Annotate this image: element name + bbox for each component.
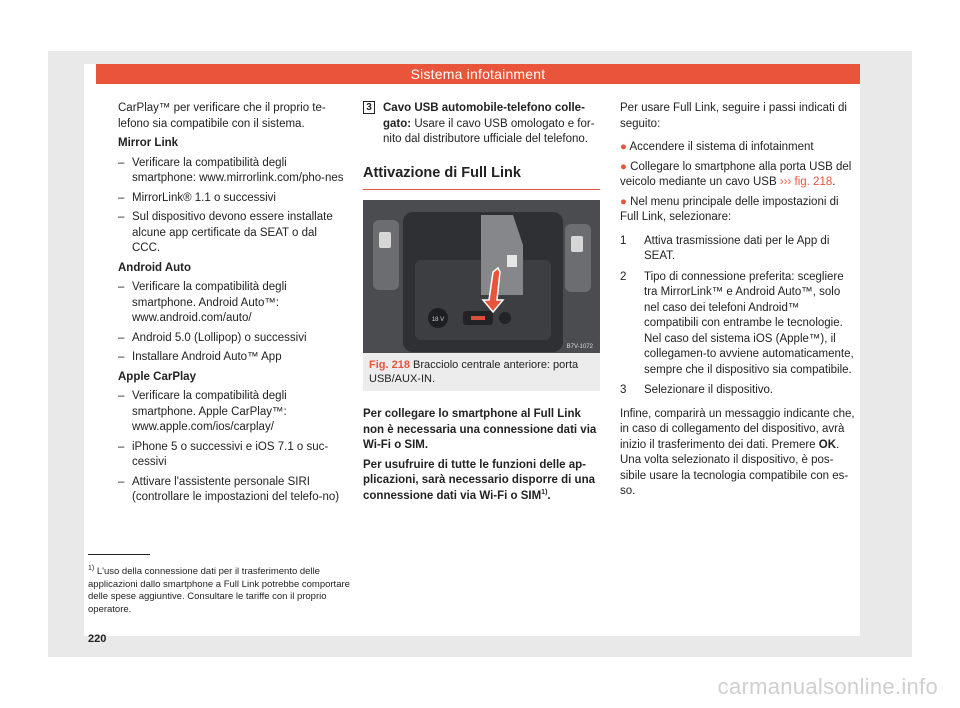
list-item: – iPhone 5 o successivi e iOS 7.1 o suc-cessivi [118,440,348,471]
page-number: 220 [88,633,107,645]
bullet-text: Nel menu principale delle impostazioni di Full Link, selezionare: [620,195,839,223]
list-item [620,140,856,156]
figure-code: B7V-1072 [566,344,593,350]
bullet-icon: ● [620,141,630,153]
section-title: Attivazione di Full Link [363,166,600,191]
watermark: carmanualsonline.info [717,674,938,699]
section-header: Sistema infotainment [96,64,860,84]
numbered-item [363,101,600,148]
paragraph-data-connection-text: Per usufruire di tutte le funzioni delle ap-plicazioni, sarà necessario disporre di una connessione dati via Wi-Fi o SIM [363,458,595,502]
apple-carplay-heading: Apple CarPlay [118,370,196,383]
list-item: – Sul dispositivo devono essere installate alcune app certificate da SEAT o dal CCC. [118,210,348,257]
footnote-text: L'uso della connessione dati per il trasferimento delle applicazioni dallo smartphone a Full Link potrebbe comportare delle spese aggiuntive. Consultare le tariffe con il proprio operatore. [88,566,350,615]
figure-caption [363,353,600,391]
outro-text-b: . Una volta selezionato il dispositivo, è pos-sibile usare la tecnologia compatibile con es-so. [620,438,849,497]
step-text: Attiva trasmissione dati per le App di SEAT. [644,234,830,262]
figure-reference-link[interactable]: ››› fig. 218 [779,176,833,188]
list-item: ● Collegare lo smartphone alla porta USB del veicolo mediante un cavo USB ››› fig. 218. [620,160,852,188]
footnote [88,566,350,616]
intro-text: Per usare Full Link, seguire i passi indicati di seguito: [620,102,847,130]
list-item: – Verificare la compatibilità degli smartphone. Apple CarPlay™: www.apple.com/ios/carplay/ [118,389,348,436]
ok-key-label: OK [818,438,837,451]
bullet-text: Collegare lo smartphone alla porta USB del veicolo mediante un cavo USB [620,160,852,188]
step-number: 3 [620,384,627,396]
step-item [620,383,856,399]
armrest-illustration [363,200,600,353]
paragraph-end: . [547,489,551,502]
list-item: – MirrorLink® 1.1 o successivi [118,191,348,207]
item-text: Usare il cavo USB omologato e for-nito dal distributore ufficiale del telefono. [383,117,595,145]
paragraph-full-link: Per collegare lo smartphone al Full Link non è necessaria una connessione dati via Wi-Fi o SIM. [363,408,597,451]
bullet-icon: ● [620,160,631,173]
column-right [620,101,856,504]
footnote-divider [88,554,150,555]
figure-caption-text: Bracciolo centrale anteriore: porta USB/AUX-IN. [369,359,579,385]
usb-socket-label: 18 V [431,317,445,323]
intro-text: CarPlay™ per verificare che il proprio te-lefono sia compatibile con il sistema. [118,102,326,130]
step-text: Selezionare il dispositivo. [644,384,774,396]
list-item: – Verificare la compatibilità degli smartphone: www.mirrorlink.com/pho-nes [118,156,348,187]
step-text: Tipo di connessione preferita: scegliere tra MirrorLink™ e Android Auto™, solo nel caso dei telefoni Android™ compatibili con entrambe le tecnologie. Nel caso del sistema iOS (Apple™), il collegamen-to avviene automaticamente, sempre che il dispositivo sia compatibile. [644,270,854,376]
bullet-icon: ● [620,195,631,208]
list-item: – Verificare la compatibilità degli smartphone. Android Auto™: www.android.com/auto/ [118,280,348,327]
list-item: – Android 5.0 (Lollipop) o successivi [118,331,348,347]
footnote-mark: 1) [541,488,548,496]
android-auto-heading: Android Auto [118,261,192,274]
list-item: – Attivare l'assistente personale SIRI (controllare le impostazioni del telefo-no) [118,475,348,506]
item-lead: Cavo USB automobile-telefono colle-gato: [383,102,585,130]
column-middle [363,101,600,508]
footnote-mark: 1) [88,564,95,572]
mirror-link-heading: Mirror Link [118,137,179,149]
outro-text [620,407,856,500]
figure-label: Fig. 218 [369,359,410,371]
paragraph-data-connection [363,458,600,505]
step-number: 1 [620,234,627,247]
item-number-badge: 3 [363,101,375,114]
step-item [620,234,856,265]
bullet-text: Accendere il sistema di infotainment [629,141,814,153]
step-number: 2 [620,270,627,283]
step-item [620,270,856,379]
outro-text-a: Infine, comparirà un messaggio indicante che, in caso di collegamento del dispositivo, avrà inizio il trasferimento dei dati. Premere [620,407,855,451]
column-left [118,101,348,510]
armrest-figure [363,200,600,353]
list-item [620,195,856,226]
list-item: – Installare Android Auto™ App [118,350,348,366]
